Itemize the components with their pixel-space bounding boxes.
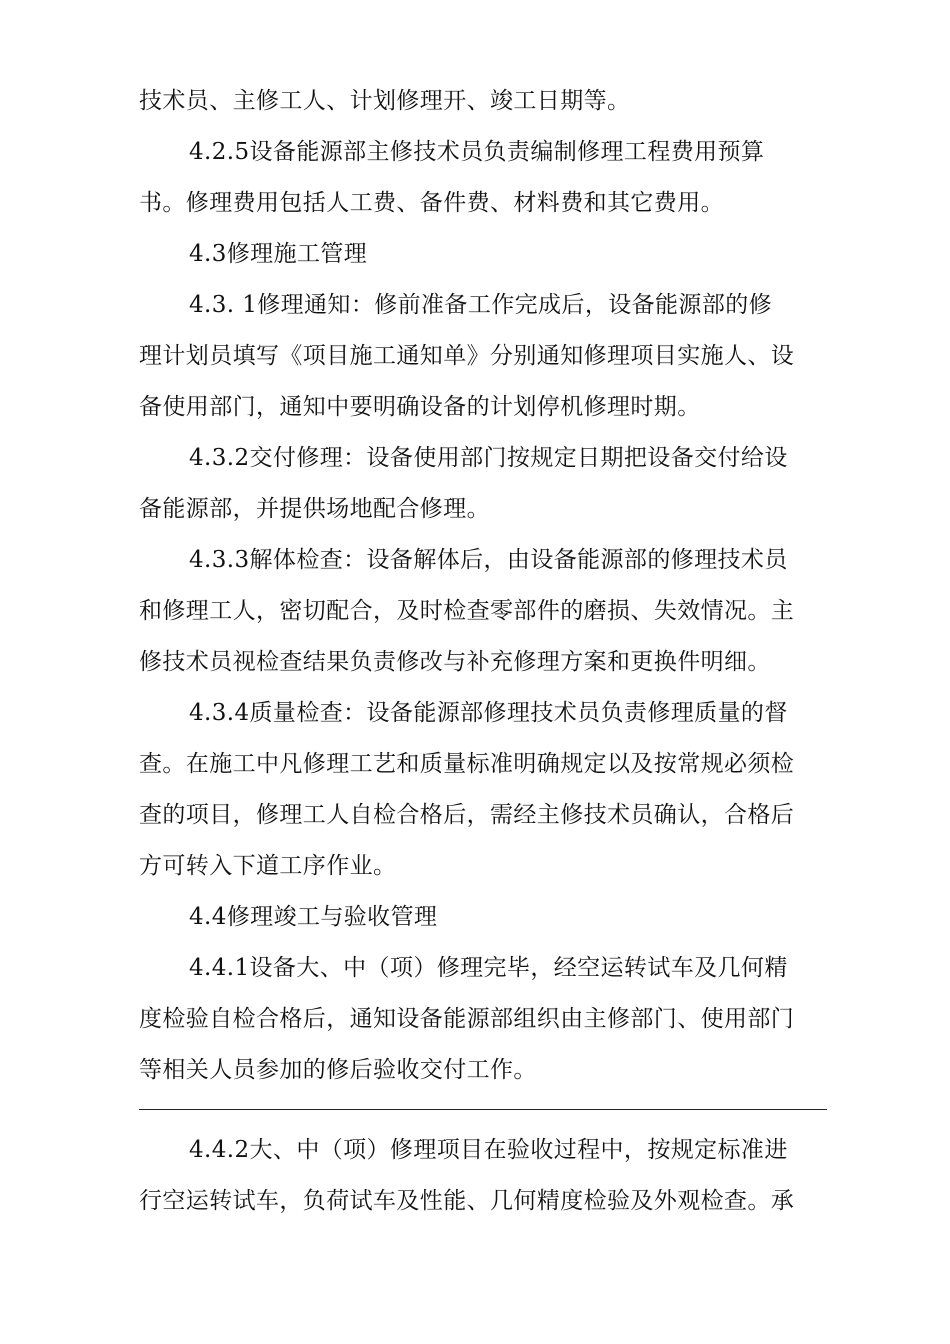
text-line: 4.4修理竣工与验收管理 — [189, 904, 438, 930]
text-line: 查。在施工中凡修理工艺和质量标准明确规定以及按常规必须检 — [139, 751, 795, 777]
document-page — [139, 76, 829, 1227]
text-block-before-divider — [139, 76, 829, 1096]
text-line: 备使用部门，通知中要明确设备的计划停机修理时期。 — [139, 394, 701, 420]
text-line: 4.3. 1修理通知：修前准备工作完成后，设备能源部的修 — [189, 292, 773, 318]
text-line: 度检验自检合格后，通知设备能源部组织由主修部门、使用部门 — [139, 1006, 795, 1032]
text-line: 4.3.2交付修理：设备使用部门按规定日期把设备交付给设 — [189, 445, 788, 471]
page-divider — [139, 1109, 827, 1110]
text-line: 备能源部，并提供场地配合修理。 — [139, 496, 490, 522]
text-line: 技术员、主修工人、计划修理开、竣工日期等。 — [139, 88, 631, 114]
text-line: 书。修理费用包括人工费、备件费、材料费和其它费用。 — [139, 190, 724, 216]
text-line: 方可转入下道工序作业。 — [139, 853, 397, 879]
text-line: 4.2.5设备能源部主修技术员负责编制修理工程费用预算 — [189, 139, 765, 165]
text-line: 4.4.1设备大、中（项）修理完毕，经空运转试车及几何精 — [189, 955, 788, 981]
text-line: 行空运转试车，负荷试车及性能、几何精度检验及外观检查。承 — [139, 1188, 795, 1214]
text-line: 4.3修理施工管理 — [189, 241, 368, 267]
text-line: 查的项目，修理工人自检合格后，需经主修技术员确认，合格后 — [139, 802, 795, 828]
text-line: 和修理工人，密切配合，及时检查零部件的磨损、失效情况。主 — [139, 598, 795, 624]
text-line: 理计划员填写《项目施工通知单》分别通知修理项目实施人、设 — [139, 343, 795, 369]
text-line: 4.3.4质量检查：设备能源部修理技术员负责修理质量的督 — [189, 700, 788, 726]
text-line: 等相关人员参加的修后验收交付工作。 — [139, 1057, 537, 1083]
text-line: 4.4.2大、中（项）修理项目在验收过程中，按规定标准进 — [189, 1137, 788, 1163]
text-line: 4.3.3解体检查：设备解体后，由设备能源部的修理技术员 — [189, 547, 788, 573]
text-line: 修技术员视检查结果负责修改与补充修理方案和更换件明细。 — [139, 649, 771, 675]
text-block-after-divider — [139, 1125, 829, 1227]
